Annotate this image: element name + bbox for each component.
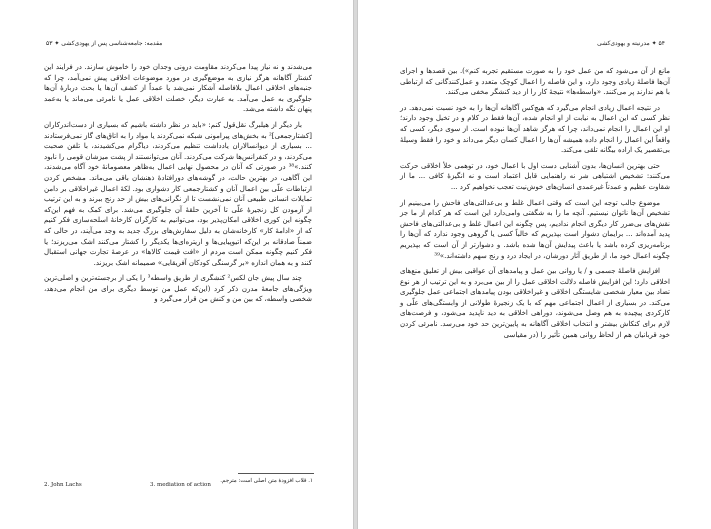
paragraph: می‌شدند و نه نیاز پیدا می‌کردند مقاومت درونی وجدان خود را خاموش سازند. در فرایند این کشتار آگاهانه هرگز نیازی به موضع‌گیری در مورد موضوعات اخلاقی پیش نمی‌آمد، چرا که جنبه‌های اخلاقی اعمال بلافاصله آشکار نمی‌شد یا عمداً از کشف آن‌ها یا بحث دربارهٔ آن‌ها جلوگیری به عمل می‌آمد. به عبارت دیگر، خصلت اخلاقی عمل یا نامرئی می‌ماند یا به‌عمد پنهان نگه داشته می‌شد. — [44, 63, 312, 114]
paragraph: موضوع جالب توجه این است که وقتی اعمال غلط و بی‌عدالتی‌های فاحش را می‌بینیم از تشخیص آن‌ها ناتوان نیستیم. آنچه ما را به شگفتی وامی‌دارد این است که هر کدام از ما جز نقش‌های بی‌ضرر کار دیگری انجام ندادیم، پس چگونه این اعمال غلط و بی‌عدالتی‌های فاحش پدید آمده‌اند ... برایمان دشوار است بپذیریم که خالباً کسی یا گروهی وجود ندارد که آن‌ها را برنامه‌ریزی کرده باشد یا باعث پیدایش آن‌ها شده باشد. و دشوارتر از آن است که بپذیریم چگونه اعمال خود ما، از طریق آثار دورشان، در ایجاد درد و رنج سهم داشته‌اند.»³⁹ — [400, 198, 670, 260]
footnote-latin: 2. John Lachs — [44, 482, 82, 488]
paragraph: حتی بهترین انسان‌ها، بدون آشنایی دست اول با اعمال خود، در توهمی خلأ اخلاقی حرکت می‌کنند: تشخیص اشتباهی شر نه راهنمایی قابل اعتماد است و نه انگیزهٔ کافی ... ما از شقاوت عظیم و عمدتاً غیرعمدی انسان‌های خوش‌نیت تعجب نخواهیم کرد ... — [400, 161, 670, 191]
footnote-latin: 3. mediation of action — [150, 482, 211, 488]
left-page-header: مقدمه: جامعه‌شناسی پس از یهودی‌کشی ✦ ۵۳ — [46, 40, 163, 47]
paragraph: در نتیجه اعمال زیادی انجام می‌گیرد که هیچ‌کس آگاهانه آن‌ها را به خود نسبت نمی‌دهد. در نظر کسی که این اعمال به نیابت از او انجام شده، آن‌ها فقط در کلام و در تخیل وجود دارند؛ او این اعمال را انجام نمی‌داند، چرا که هرگز شاهد آن‌ها نبوده است. از سوی دیگر، کسی که واقعاً این اعمال را انجام داده همیشه آن‌ها را اعمال کسان دیگر می‌داند و خود را فقط وسیلهٔ بی‌تقصیر یک اراده بیگانه تلقی می‌کند. — [400, 103, 670, 155]
right-page-header: ۵۴ ✦ مدرنیته و یهودی‌کشی — [597, 40, 665, 47]
left-page — [0, 0, 354, 529]
paragraph: بار دیگر از هیلبرگ نقل‌قول کنم: «باید در نظر داشته باشیم که بسیاری از دست‌اندرکاران [کشتارجمعی]² به بخش‌های پیرامونی شبکه نمی‌کردند یا مواد را به اتاق‌های گاز نمی‌فرستادند ... بسیاری از دیوانسالاران یادداشت تنظیم می‌کردند، دیاگرام می‌کشیدند، با تلفن صحبت می‌کردند، و در کنفرانس‌ها شرکت می‌کردند. آنان می‌توانستند از پشت میزشان قومی را نابود کنند.»³⁸ در صورتی که آنان در محصول نهایی اعمال به‌ظاهر معصومانهٔ خود آگاه می‌شدند، این آگاهی، در بهترین حالت، در گوشه‌های دورافتادهٔ ذهنشان باقی می‌ماند. مشخص کردن ارتباطات علّی بین اعمال آنان و کشتارجمعی کار دشواری بود. لکهٔ اعمال غیراخلاقی بر دامن تمایلات انسانی طبیعی آنان نمی‌نشست تا از نگرانی‌های بیش از حد رنج ببرند و به این ترتیب از آزمودن کل زنجیرهٔ علّی تا آخرین حلقهٔ آن جلوگیری می‌شد. برای کمک به فهم این‌که چگونه این کوری اخلاقی امکان‌پذیر بود، می‌توانیم به کارگران کارخانهٔ اسلحه‌سازی فکر کنیم که از «ادامهٔ کار» کارخانه‌شان به دلیل سفارش‌های بزرگ جدید به وجد می‌آیند، در حالی که ضمناً صادقانه بر این‌که اتیوپیایی‌ها و اریتره‌ای‌ها یکدیگر را کشتار می‌کنند اشک می‌ریزند؛ یا فکر کنیم چگونه ممکن است مردم از «افت قیمت کالاها» در عرصهٔ تجارت جهانی استقبال کنند و به همان اندازه «بر گرسنگی کودکان آفریقایی» صمیمانه اشک بریزند. — [44, 120, 312, 267]
paragraph: افزایش فاصلهٔ جسمی و / یا روانی بین عمل و پیامدهای آن عواقبی بیش از تعلیق منع‌های اخلاقی دارد؛ این افزایش فاصله دلالت اخلاقی عمل را از بین می‌برد و به این ترتیب از هر نوع تضاد بین معیار شخصی شایستگی اخلاقی و غیراخلاقی بودن پیامدهای اجتماعی عمل جلوگیری می‌کند. در بسیاری از اعمال اجتماعی مهم که با یک زنجیرهٔ طولانی از وابستگی‌های علّی و کارکردی پیچیده به هم وصل می‌شوند، دوراهی اخلاقی به دید ناپدید می‌شود، و فرصت‌های لازم برای کنکاش بیشتر و انتخاب اخلاقی آگاهانه به پایین‌ترین حد خود می‌رسد. نامرئی کردن خود قربانیان هم از لحاظ روانی همین تأثیر را (در مقیاسی — [400, 267, 670, 339]
footnote-divider — [238, 473, 314, 474]
paragraph: مانع از آن می‌شود که من عمل خود را به صورت مستقیم تجربه کنم»). بین قصدها و اجرای آن‌ها فاصلهٔ زیادی وجود دارد، و این فاصله را اعمال کوچک متعدد و عمل‌کنندگانی که ارتباطی با هم ندارند پر می‌کنند. «واسطه‌ها» نتیجهٔ کار را از دید کنشگر مخفی می‌کنند. — [400, 67, 670, 97]
footnote-persian: ۱. قلاب افزودهٔ متن اصلی است: مترجم. — [220, 478, 313, 484]
right-page-body — [400, 66, 670, 345]
left-page-body — [44, 62, 312, 310]
right-page — [357, 0, 711, 529]
paragraph: چند سال پیش جان لکس² کنشگری از طریق واسطه³ را یکی از برجسته‌ترین و اصلی‌ترین ویژگی‌های جامعهٔ مدرن ذکر کرد (این‌که عمل من توسط دیگری برای من انجام می‌دهد، شخصی واسطه، که بین من و کنش من قرار می‌گیرد و — [44, 274, 312, 304]
